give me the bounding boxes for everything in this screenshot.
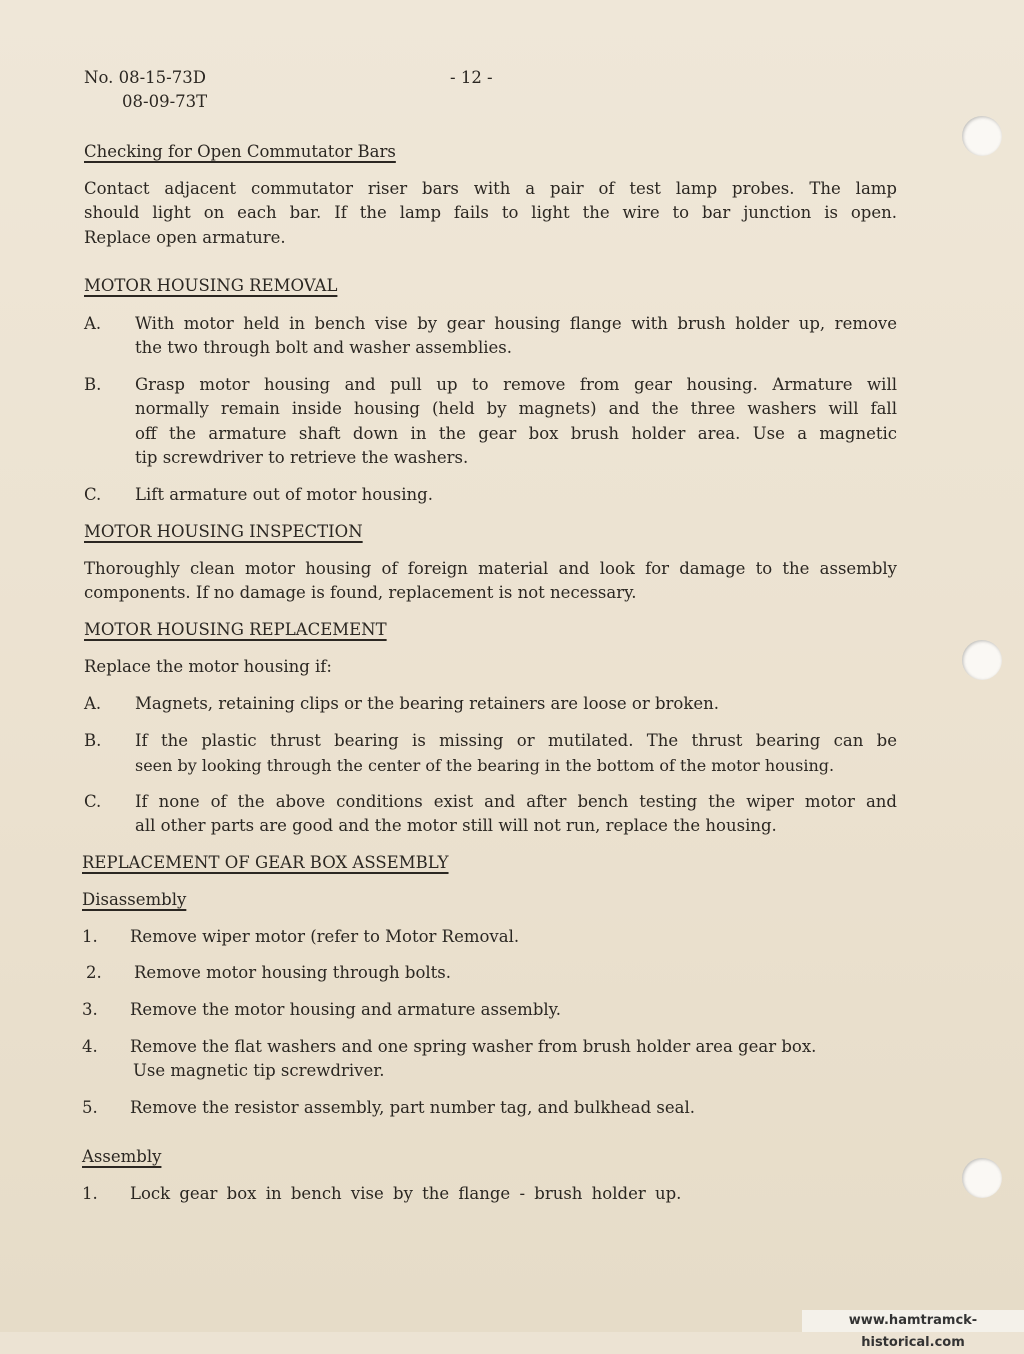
removal-item-b-line-1: Grasp motor housing and pull up to remove from gear housing. Armature will [135, 375, 897, 394]
replacement-item-c-line-1: If none of the above conditions exist and after bench testing the wiper motor and [135, 792, 897, 811]
replacement-item-c-line-2: all other parts are good and the motor still will not run, replace the housing. [135, 816, 777, 835]
assembly-heading: Assembly [82, 1147, 162, 1166]
removal-item-label: A. [84, 314, 102, 333]
page-number: - 12 - [450, 68, 493, 87]
disassembly-item-4-line-2: Use magnetic tip screwdriver. [133, 1061, 385, 1080]
replacement-intro: Replace the motor housing if: [84, 657, 332, 676]
inspection-line-1: Thoroughly clean motor housing of foreign material and look for damage to the assembly [84, 559, 897, 578]
removal-item-b-line-2: normally remain inside housing (held by magnets) and the three washers will fall [135, 399, 897, 418]
removal-item-a-line-1: With motor held in bench vise by gear housing flange with brush holder up, remove [135, 314, 897, 333]
doc-number-2: 08-09-73T [122, 92, 208, 111]
open-commutator-line-3: Replace open armature. [84, 228, 286, 247]
disassembly-item-2: Remove motor housing through bolts. [134, 963, 451, 982]
replacement-heading: MOTOR HOUSING REPLACEMENT [84, 620, 387, 639]
open-commutator-line-2: should light on each bar. If the lamp fails to light the wire to bar junction is open. [84, 203, 897, 222]
replacement-item-a-line-1: Magnets, retaining clips or the bearing retainers are loose or broken. [135, 694, 720, 713]
binder-hole-bottom [962, 1158, 1002, 1198]
disassembly-item-5: Remove the resistor assembly, part number tag, and bulkhead seal. [130, 1098, 695, 1117]
removal-item-a-line-2: the two through bolt and washer assemblies. [135, 338, 512, 357]
open-commutator-heading: Checking for Open Commutator Bars [84, 142, 396, 161]
assembly-item-label: 1. [82, 1184, 98, 1203]
disassembly-item-label: 5. [82, 1098, 98, 1117]
replacement-item-label: C. [84, 792, 102, 811]
open-commutator-line-1: Contact adjacent commutator riser bars with a pair of test lamp probes. The lamp [84, 179, 897, 198]
binder-hole-middle [962, 640, 1002, 680]
removal-heading: MOTOR HOUSING REMOVAL [84, 276, 338, 295]
disassembly-item-label: 4. [82, 1037, 98, 1056]
disassembly-item-label: 3. [82, 1000, 98, 1019]
disassembly-item-label: 2. [86, 963, 102, 982]
removal-item-c-line-1: Lift armature out of motor housing. [135, 485, 433, 504]
removal-item-b-line-4: tip screwdriver to retrieve the washers. [135, 448, 469, 467]
removal-item-b-line-3: off the armature shaft down in the gear box brush holder area. Use a magnetic [135, 424, 897, 443]
disassembly-item-1: Remove wiper motor (refer to Motor Removal. [130, 927, 520, 946]
gearbox-heading: REPLACEMENT OF GEAR BOX ASSEMBLY [82, 853, 449, 872]
disassembly-item-label: 1. [82, 927, 98, 946]
inspection-line-2: components. If no damage is found, replacement is not necessary. [84, 583, 637, 602]
replacement-item-label: B. [84, 731, 102, 750]
replacement-item-label: A. [84, 694, 102, 713]
inspection-heading: MOTOR HOUSING INSPECTION [84, 522, 363, 541]
disassembly-item-4-line-1: Remove the flat washers and one spring washer from brush holder area gear box. [130, 1037, 817, 1056]
binder-hole-top [962, 116, 1002, 156]
watermark-text: www.hamtramck-historical.com [802, 1310, 1024, 1332]
removal-item-label: B. [84, 375, 102, 394]
replacement-item-b-line-2: seen by looking through the center of the bearing in the bottom of the motor housing. [135, 756, 835, 775]
assembly-item-1: Lock gear box in bench vise by the flange - brush holder up. [130, 1184, 682, 1203]
doc-number-1: No. 08-15-73D [84, 68, 206, 87]
disassembly-heading: Disassembly [82, 890, 187, 909]
disassembly-item-3: Remove the motor housing and armature assembly. [130, 1000, 562, 1019]
removal-item-label: C. [84, 485, 102, 504]
replacement-item-b-line-1: If the plastic thrust bearing is missing or mutilated. The thrust bearing can be [135, 731, 897, 750]
